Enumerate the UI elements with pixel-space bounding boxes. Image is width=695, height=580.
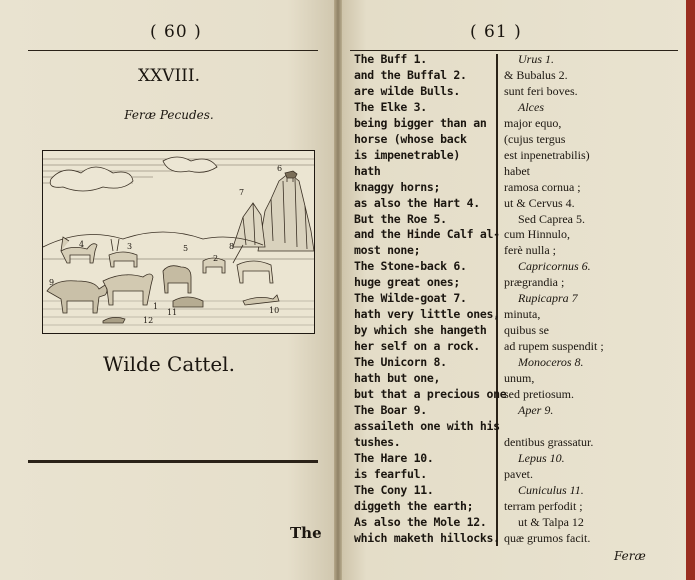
latin-line: est inpenetrabilis) (504, 147, 590, 162)
english-line: knaggy horns; (354, 179, 441, 194)
english-line: is fearful. (354, 466, 427, 481)
latin-line: pavet. (504, 466, 533, 481)
english-line: by which she hangeth (354, 323, 487, 338)
english-line: hath very little ones, (354, 307, 500, 322)
english-line: most none; (354, 243, 421, 258)
latin-line: Monoceros 8. (518, 355, 584, 370)
english-line: The Stone-back 6. (354, 259, 467, 274)
english-line: But the Roe 5. (354, 211, 447, 226)
latin-line: quibus se (504, 323, 549, 338)
latin-line: minuta, (504, 307, 541, 322)
latin-line: major equo, (504, 115, 562, 130)
english-line: As also the Mole 12. (354, 514, 487, 529)
figure-label: 1 (153, 302, 159, 311)
latin-line: ad rupem suspendit ; (504, 339, 604, 354)
column-divider (496, 54, 498, 546)
figure-label: 5 (183, 244, 189, 253)
english-line: and the Hinde Calf al- (354, 227, 500, 242)
woodcut-drawing (43, 151, 314, 333)
figure-label: 10 (269, 306, 280, 315)
latin-line: Capricornus 6. (518, 259, 591, 274)
footer-rule (28, 460, 318, 463)
header-rule (28, 50, 318, 51)
latin-line: quæ grumos facit. (504, 530, 591, 545)
latin-line: Rupicapra 7 (518, 291, 578, 306)
latin-line: ramosa cornua ; (504, 179, 581, 194)
left-catchword: The (290, 524, 322, 542)
latin-line: Urus 1. (518, 52, 555, 66)
english-line: diggeth the earth; (354, 498, 474, 513)
latin-line: ut & Talpa 12 (518, 514, 584, 529)
english-line: The Unicorn 8. (354, 355, 447, 370)
english-line: hath but one, (354, 371, 441, 385)
figure-label: 6 (277, 164, 283, 173)
latin-line: Aper 9. (518, 402, 554, 417)
latin-line: & Bubalus 2. (504, 67, 568, 82)
woodcut-illustration (42, 150, 315, 334)
english-line: are wilde Bulls. (354, 83, 460, 98)
english-line: her self on a rock. (354, 339, 480, 354)
english-line: The Elke 3. (354, 99, 427, 114)
latin-line: unum, (504, 371, 535, 385)
figure-label: 2 (213, 254, 219, 263)
latin-line: (cujus tergus (504, 131, 566, 146)
english-line: hath (354, 163, 381, 178)
english-line: The Wilde-goat 7. (354, 291, 467, 306)
latin-line: Alces (518, 99, 544, 114)
english-line: tushes. (354, 434, 401, 449)
header-rule (350, 50, 678, 51)
figure-label: 8 (229, 242, 235, 251)
chapter-number: XXVIII. (137, 66, 201, 86)
figure-label: 4 (79, 240, 85, 249)
figure-label: 7 (239, 188, 245, 197)
english-line: being bigger than an (354, 115, 487, 130)
english-line: The Buff 1. (354, 52, 427, 66)
figure-label: 9 (49, 278, 55, 287)
figure-label: 11 (167, 308, 178, 317)
english-line: huge great ones; (354, 275, 460, 290)
english-line: The Cony 11. (354, 482, 434, 497)
latin-line: Cuniculus 11. (518, 482, 584, 497)
figure-label: 3 (127, 242, 133, 251)
right-catchword: Feræ (614, 549, 646, 563)
latin-line: habet (504, 163, 530, 178)
english-line: and the Buffal 2. (354, 67, 467, 82)
english-line: which maketh hillocks. (354, 530, 500, 545)
latin-line: ut & Cervus 4. (504, 195, 575, 210)
english-line: horse (whose back (354, 131, 467, 146)
latin-line: Lepus 10. (518, 450, 565, 465)
english-line: but that a precious one (354, 386, 507, 401)
latin-line: dentibus grassatur. (504, 434, 594, 449)
latin-line: cum Hinnulo, (504, 227, 570, 242)
latin-line: sed pretiosum. (504, 386, 574, 401)
page-edge (686, 0, 695, 580)
latin-line: sunt feri boves. (504, 83, 578, 98)
english-line: The Hare 10. (354, 450, 434, 465)
left-page-number: ( 60 ) (150, 22, 202, 42)
latin-line: Sed Caprea 5. (518, 211, 585, 226)
latin-line: ferè nulla ; (504, 243, 556, 258)
right-page-number: ( 61 ) (470, 22, 522, 42)
english-line: assaileth one with his (354, 418, 500, 433)
chapter-title: Feræ Pecudes. (124, 108, 214, 122)
book-spine (334, 0, 342, 580)
illustration-caption: Wilde Cattel. (103, 352, 235, 376)
english-line: The Boar 9. (354, 402, 427, 417)
english-line: as also the Hart 4. (354, 195, 480, 210)
english-line: is impenetrable) (354, 147, 460, 162)
latin-line: prægrandia ; (504, 275, 565, 290)
latin-line: terram perfodit ; (504, 498, 583, 513)
figure-label: 12 (143, 316, 154, 325)
